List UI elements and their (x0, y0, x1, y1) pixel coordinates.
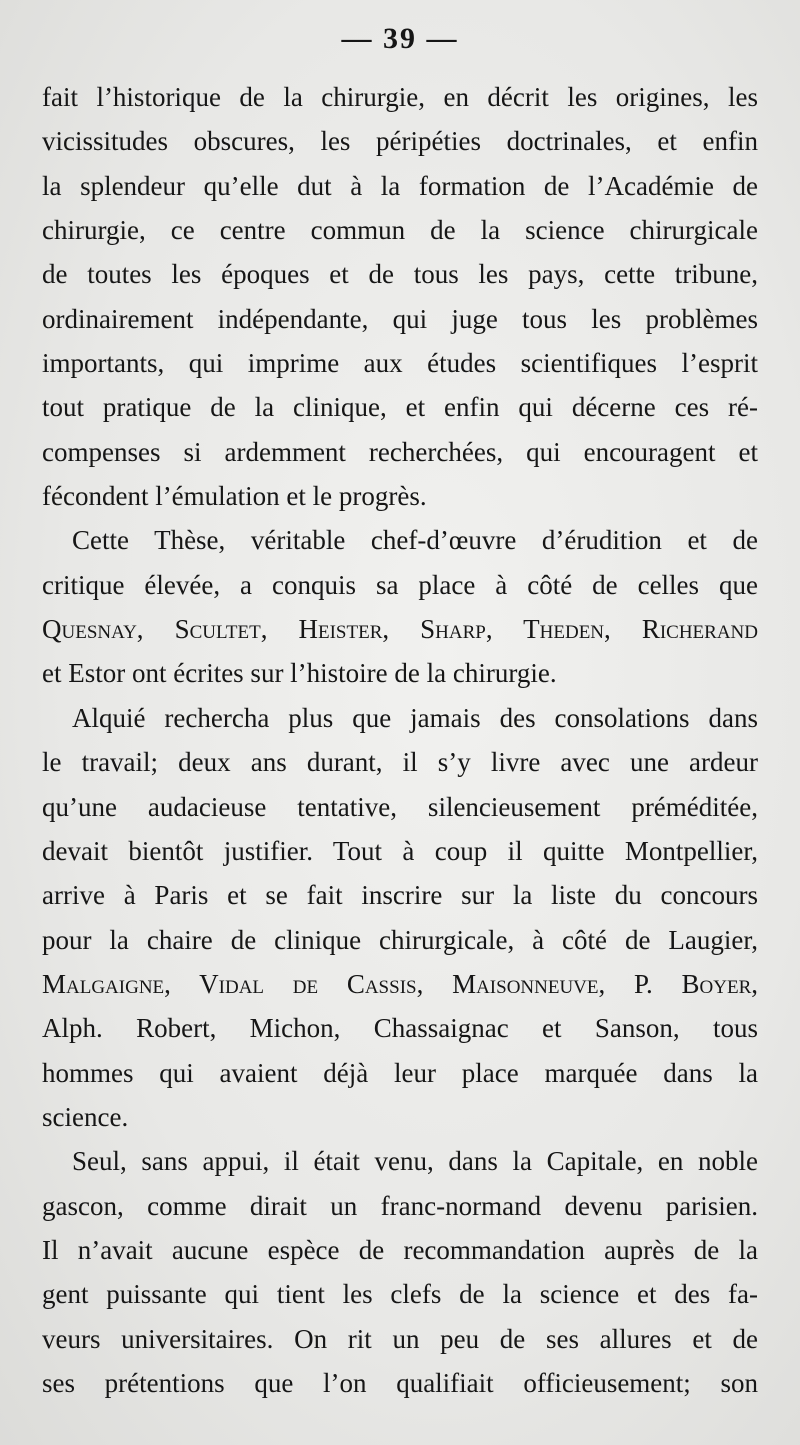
text-line: veurs universitaires. On rit un peu de ses allures et de (42, 1323, 758, 1354)
text-line: le travail; deux ans durant, il s’y livre avec une ardeur (42, 747, 758, 778)
text-line: science. (42, 1101, 129, 1132)
text-line: critique élevée, a conquis sa place à côté de celles que (42, 569, 758, 600)
text-line: qu’une audacieuse tentative, silencieusement préméditée, (42, 791, 758, 822)
text-line: gent puissante qui tient les clefs de la science et des fa- (42, 1279, 758, 1310)
text-line: la splendeur qu’elle dut à la formation de l’Académie de (42, 170, 758, 201)
text-line: hommes qui avaient déjà leur place marquée dans la (42, 1057, 758, 1088)
text-line: Quesnay, Scultet, Heister, Sharp, Theden, Richerand (42, 614, 758, 645)
text-line: Seul, sans appui, il était venu, dans la Capitale, en noble (72, 1146, 758, 1177)
text-line: fait l’historique de la chirurgie, en décrit les origines, les (42, 82, 758, 112)
page-number: — 39 — (341, 22, 459, 55)
text-line: vicissitudes obscures, les péripéties doctrinales, et enfin (42, 126, 758, 157)
text-line: Il n’avait aucune espèce de recommandation auprès de la (42, 1234, 758, 1265)
text-line: et Estor ont écrites sur l’histoire de la chirurgie. (42, 658, 557, 689)
text-line: Cette Thèse, véritable chef-d’œuvre d’érudition et de (72, 525, 758, 556)
text-line: importants, qui imprime aux études scientifiques l’esprit (42, 348, 758, 379)
body-text (42, 75, 758, 1405)
text-line: Malgaigne, Vidal de Cassis, Maisonneuve, P. Boyer, (42, 968, 758, 999)
text-line: compenses si ardemment recherchées, qui encouragent et (42, 436, 758, 467)
text-line: Alquié rechercha plus que jamais des consolations dans (72, 702, 758, 733)
text-line: arrive à Paris et se fait inscrire sur la liste du concours (42, 880, 758, 911)
text-line: ordinairement indépendante, qui juge tous les problèmes (42, 303, 758, 334)
text-line: pour la chaire de clinique chirurgicale, à côté de Laugier, (42, 924, 758, 955)
text-line: ses prétentions que l’on qualifiait officieusement; son (42, 1367, 758, 1398)
text-line: Alph. Robert, Michon, Chassaignac et Sanson, tous (42, 1013, 758, 1044)
text-line: devait bientôt justifier. Tout à coup il quitte Montpellier, (42, 835, 758, 866)
text-line: chirurgie, ce centre commun de la science chirurgicale (42, 215, 758, 246)
text-line: fécondent l’émulation et le progrès. (42, 481, 427, 512)
text-line: tout pratique de la clinique, et enfin qui décerne ces ré- (42, 392, 758, 423)
text-line: de toutes les époques et de tous les pays, cette tribune, (42, 259, 758, 290)
text-line: gascon, comme dirait un franc-normand devenu parisien. (42, 1190, 758, 1221)
